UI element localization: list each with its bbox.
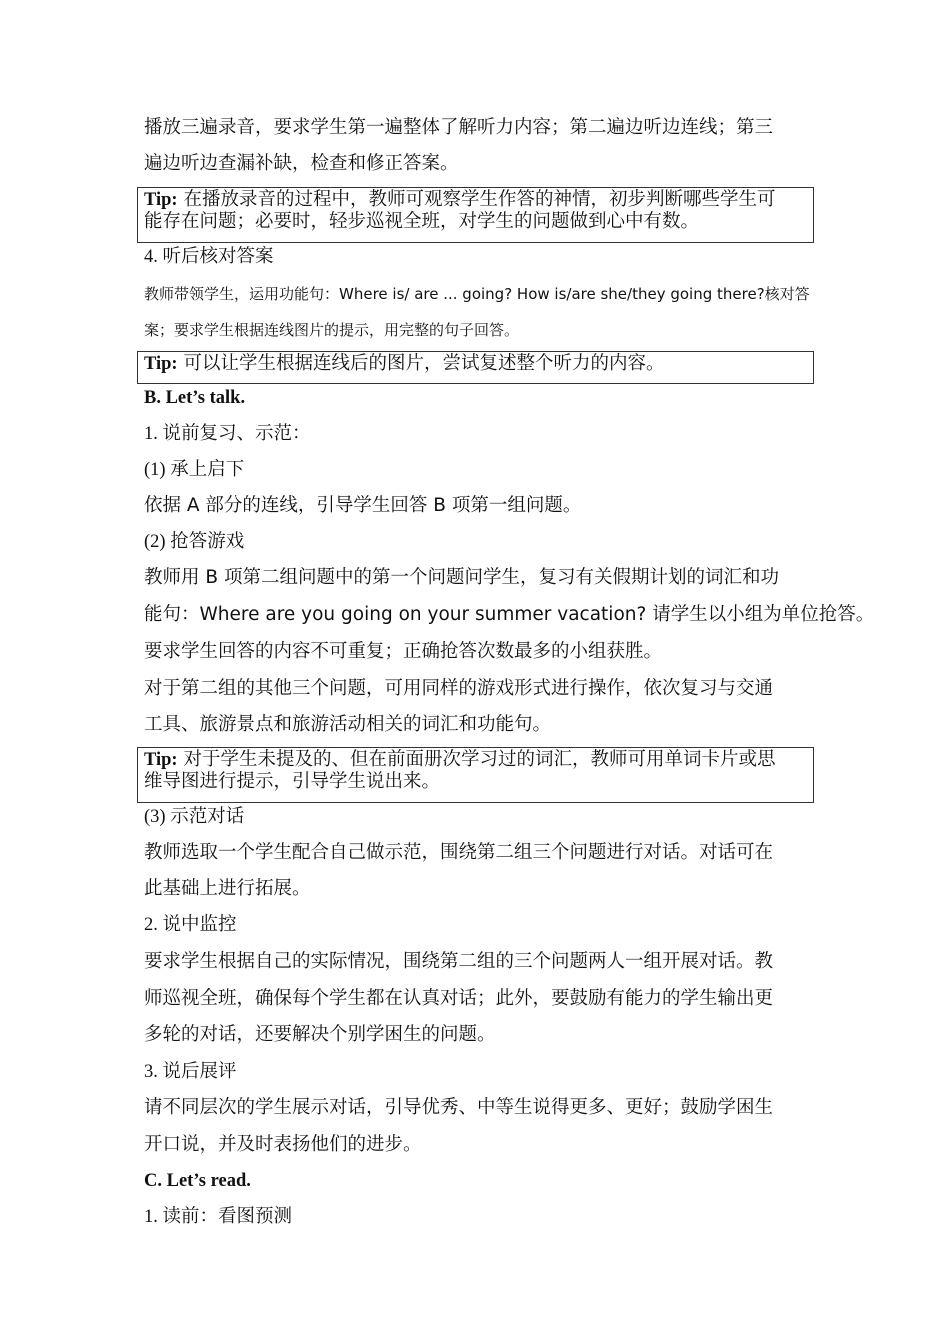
tip-label: Tip: (144, 190, 178, 210)
step-heading: 3. 说后展评 (144, 1062, 237, 1082)
tip-box-1 (137, 187, 814, 243)
paragraph-line: 依据 A 部分的连线，引导学生回答 B 项第一组问题。 (144, 495, 582, 516)
sub-heading: (3) 示范对话 (144, 807, 245, 827)
tip-line (144, 189, 807, 211)
paragraph-line: 工具、旅游景点和旅游活动相关的词汇和功能句。 (144, 714, 552, 735)
paragraph-line: 教师带领学生，运用功能句：Where is/ are ... going? How is/are she/they going there?核对答 (144, 285, 810, 303)
paragraph-line: 播放三遍录音，要求学生第一遍整体了解听力内容；第二遍边听边连线；第三 (144, 117, 774, 138)
sub-heading: (1) 承上启下 (144, 460, 245, 480)
paragraph-line: 此基础上进行拓展。 (144, 878, 311, 899)
section-heading-c: C. Let’s read. (144, 1171, 251, 1191)
paragraph-line: 教师选取一个学生配合自己做示范，围绕第二组三个问题进行对话。对话可在 (144, 842, 774, 863)
paragraph-line: 遍边听边查漏补缺，检查和修正答案。 (144, 153, 459, 174)
paragraph-line: 多轮的对话，还要解决个别学困生的问题。 (144, 1024, 496, 1045)
tip-box-3 (137, 747, 814, 803)
step-heading: 2. 说中监控 (144, 915, 237, 935)
paragraph-line: 请不同层次的学生展示对话，引导优秀、中等生说得更多、更好；鼓励学困生 (144, 1097, 774, 1118)
paragraph-line: 教师用 B 项第二组问题中的第一个问题问学生，复习有关假期计划的词汇和功 (144, 567, 779, 588)
tip-line (144, 353, 807, 375)
paragraph-line: 开口说，并及时表扬他们的进步。 (144, 1134, 422, 1155)
paragraph-line: 要求学生根据自己的实际情况，围绕第二组的三个问题两人一组开展对话。教 (144, 951, 774, 972)
paragraph-line: 师巡视全班，确保每个学生都在认真对话；此外，要鼓励有能力的学生输出更 (144, 988, 774, 1009)
paragraph-line: 对于第二组的其他三个问题，可用同样的游戏形式进行操作，依次复习与交通 (144, 678, 774, 699)
tip-line (144, 749, 807, 771)
step-heading: 1. 读前：看图预测 (144, 1207, 293, 1227)
step-heading: 1. 说前复习、示范： (144, 424, 311, 444)
tip-text: 在播放录音的过程中，教师可观察学生作答的神情，初步判断哪些学生可 (177, 189, 776, 210)
tip-text: 维导图进行提示，引导学生说出来。 (144, 771, 441, 792)
tip-label: Tip: (144, 354, 178, 374)
tip-box-2 (137, 351, 814, 384)
section-heading-b: B. Let’s talk. (144, 388, 246, 408)
step-heading: 4. 听后核对答案 (144, 247, 274, 267)
paragraph-line: 能句：Where are you going on your summer vacation? 请学生以小组为单位抢答。 (144, 604, 875, 625)
paragraph-line: 案；要求学生根据连线图片的提示，用完整的句子回答。 (144, 321, 520, 339)
tip-label: Tip: (144, 750, 178, 770)
sub-heading: (2) 抢答游戏 (144, 532, 245, 552)
paragraph-line: 要求学生回答的内容不可重复；正确抢答次数最多的小组获胜。 (144, 641, 663, 662)
tip-text: 能存在问题；必要时，轻步巡视全班，对学生的问题做到心中有数。 (144, 211, 700, 232)
tip-text: 对于学生未提及的、但在前面册次学习过的词汇，教师可用单词卡片或思 (177, 749, 776, 770)
tip-text: 可以让学生根据连线后的图片，尝试复述整个听力的内容。 (177, 353, 665, 374)
